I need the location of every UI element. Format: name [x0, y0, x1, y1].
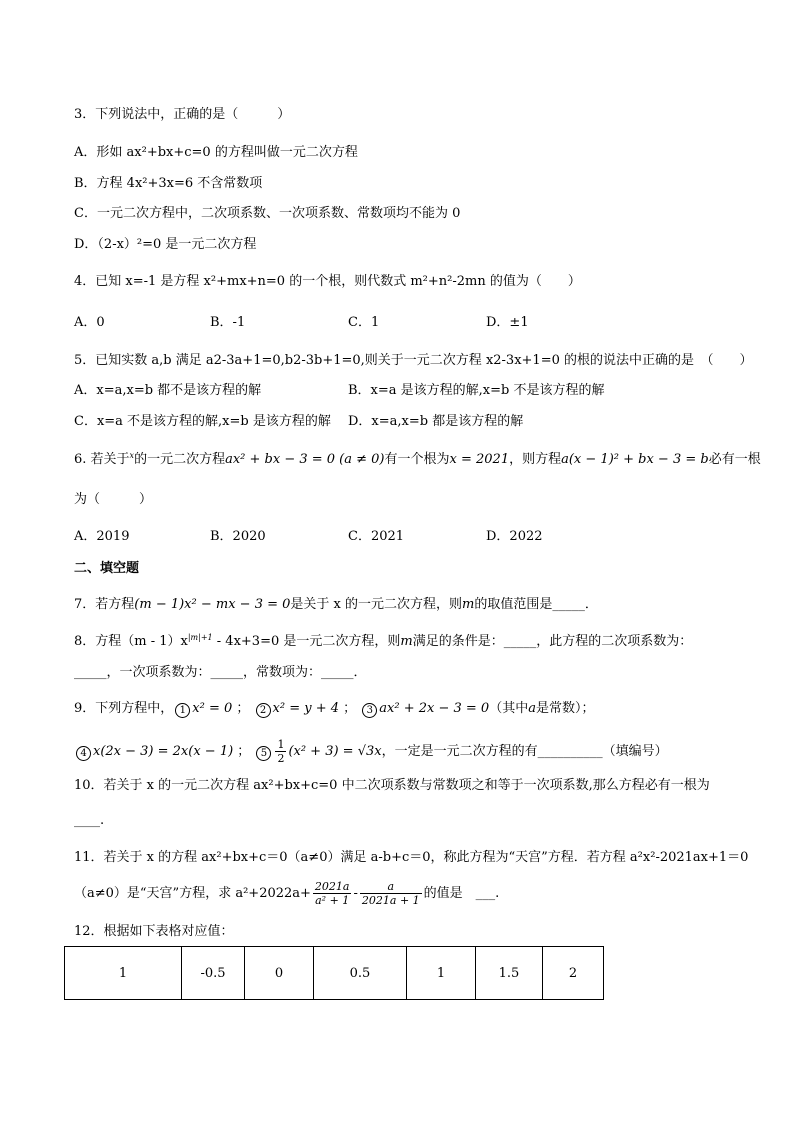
q6-equation-1: ax² + bx − 3 = 0 (a ≠ 0): [225, 452, 385, 467]
q7-equation: (m − 1)x² − mx − 3 = 0: [134, 597, 291, 612]
circled-number-3: 3: [362, 703, 377, 718]
q3-option-d: D．（2-x）²=0 是一元二次方程: [74, 237, 257, 252]
q5-option-d: D．x=a,x=b 都是该方程的解: [348, 414, 524, 429]
q6-option-a: A．2019: [74, 529, 130, 544]
q6-option-d: D．2022: [486, 529, 543, 544]
q8-stem-line2: _____，一次项系数为：_____，常数项为：_____．: [74, 665, 367, 680]
q3-stem: 3．下列说法中，正确的是（ ）: [74, 107, 291, 122]
circled-number-4: 4: [76, 746, 91, 761]
q5-stem: 5．已知实数 a,b 满足 a2-3a+1=0,b2-3b+1=0,则关于一元二次方程 x2-3x+1=0 的根的说法中正确的是 （ ）: [74, 353, 753, 368]
q11-stem: 11．若关于 x 的方程 ax²+bx+c＝0（a≠0）满足 a-b+c＝0，称此方程为“天宫”方程．若方程 a²x²-2021ax+1＝0: [74, 850, 749, 865]
table-cell: 2: [543, 947, 604, 1000]
q9-stem-line2: 4 x(2x − 3) = 2x(x − 1) ； 5 $\frac{1}{2}$ (x² + 3) = √3x，一定是一元二次方程的有__________（填编号）: [74, 737, 668, 767]
q6-option-b: B．2020: [210, 529, 266, 544]
q3-option-b: B．方程 4x²+3x=6 不含常数项: [74, 176, 263, 191]
circled-number-2: 2: [256, 703, 271, 718]
q3-option-a: A．形如 ax²+bx+c=0 的方程叫做一元二次方程: [74, 145, 358, 160]
table-row: [65, 947, 604, 1000]
table-cell: 0.5: [314, 947, 407, 1000]
q4-stem: 4．已知 x=-1 是方程 x²+mx+n=0 的一个根，则代数式 m²+n²-2mn 的值为（ ）: [74, 274, 581, 289]
q4-option-d: D．±1: [486, 315, 529, 330]
q6-stem-line2: 为（ ）: [74, 492, 153, 507]
section-heading: 二、填空题: [74, 561, 140, 576]
table-cell: 1.5: [476, 947, 543, 1000]
q4-option-c: C．1: [348, 315, 380, 330]
q9-stem: 9．下列方程中， 1 x² = 0 ； 2 x² = y + 4 ； 3 ax² + 2x − 3 = 0（其中a是常数）；: [74, 701, 595, 716]
fraction-2: $\frac{a}{2021a + 1}$: [361, 880, 420, 907]
q4-option-b: B．-1: [210, 315, 246, 330]
table-cell: 0: [245, 947, 314, 1000]
circled-number-1: 1: [175, 703, 190, 718]
table-cell: 1: [65, 947, 182, 1000]
fraction-1: $\frac{2021a}{\text{a² + 1}}$: [314, 880, 350, 907]
q5-option-c: C．x=a 不是该方程的解,x=b 是该方程的解: [74, 414, 331, 429]
circled-number-5: 5: [256, 746, 271, 761]
q5-option-b: B．x=a 是该方程的解,x=b 不是该方程的解: [348, 383, 605, 398]
q3-option-c: C．一元二次方程中，二次项系数、一次项系数、常数项均不能为 0: [74, 206, 461, 221]
q6-equation-2: a(x − 1)² + bx − 3 = b: [561, 452, 709, 467]
q7-stem: 7．若方程(m − 1)x² − mx − 3 = 0是关于 x 的一元二次方程，则m的取值范围是_____．: [74, 597, 598, 612]
q4-option-a: A．0: [74, 315, 105, 330]
q5-option-a: A．x=a,x=b 都不是该方程的解: [74, 383, 262, 398]
table-cell: 1: [407, 947, 476, 1000]
q6-root: x = 2021: [449, 452, 510, 467]
q12-stem: 12．根据如下表格对应值：: [74, 924, 234, 939]
q10-stem-line2: ____.: [74, 813, 105, 828]
value-table: [64, 946, 604, 1000]
fraction-one-half: $\frac{1}{2}$: [277, 738, 285, 765]
q6-option-c: C．2021: [348, 529, 405, 544]
q10-stem: 10．若关于 x 的一元二次方程 ax²+bx+c=0 中二次项系数与常数项之和等于一次项系数,那么方程必有一根为: [74, 778, 710, 793]
table-cell: -0.5: [182, 947, 245, 1000]
q8-stem: 8．方程$(m - 1)x^{|m|+1} - 4x+3=0$ 是一元二次方程，则m满足的条件是：_____，此方程的二次项系数为：: [74, 633, 693, 649]
q11-stem-line2: （a≠0）是“天宫”方程，求 a²+2022a+ $\frac{2021a}{\text{a² + 1}}$ - $\frac{a}{2021a + 1}$ 的值是 ___.: [74, 880, 500, 907]
q6-stem: 6. 若关于$^x$的一元二次方程ax² + bx − 3 = 0 (a ≠ 0)有一个根为x = 2021，则方程a(x − 1)² + bx − 3 = b必有一根: [74, 451, 761, 467]
